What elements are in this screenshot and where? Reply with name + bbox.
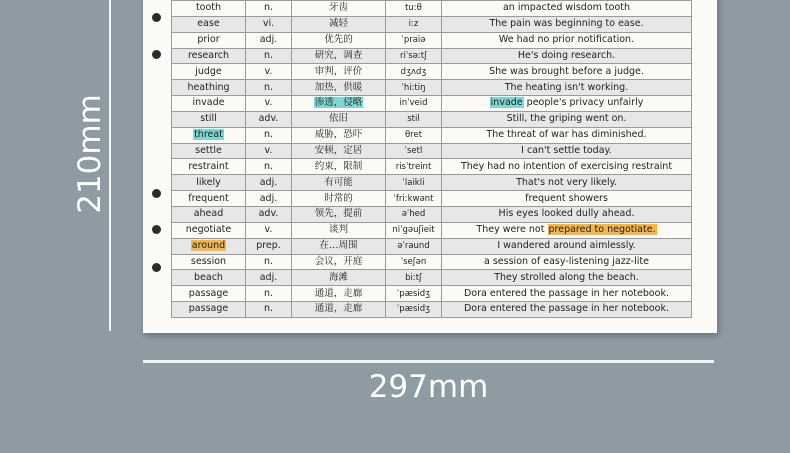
part-of-speech-text: v. [264, 97, 273, 109]
meaning-cell [292, 16, 386, 32]
word-cell [172, 238, 246, 254]
word-text: ahead [193, 208, 224, 220]
meaning-text: 威胁，恐吓 [314, 129, 363, 141]
phonetic-text: risˈtreint [395, 161, 432, 172]
part-of-speech-cell [246, 64, 292, 80]
example-text: a session of easy-listening jazz-lite [484, 255, 649, 267]
part-of-speech-text: adv. [258, 208, 279, 220]
word-cell [172, 159, 246, 175]
phonetic-text: ˈpraiə [401, 35, 426, 46]
word-text: passage [188, 287, 229, 299]
phonetic-cell [386, 32, 442, 48]
meaning-cell [292, 96, 386, 112]
meaning-cell [292, 302, 386, 318]
phonetic-cell [386, 302, 442, 318]
example-text: They were not [476, 224, 548, 236]
width-dimension-line [143, 360, 714, 363]
word-cell [172, 80, 246, 96]
table-row [172, 64, 692, 80]
example-text: an impacted wisdom tooth [502, 2, 631, 14]
phonetic-cell [386, 175, 442, 191]
example-text: They strolled along the beach. [494, 271, 639, 283]
meaning-text: 研究，调查 [314, 49, 363, 61]
word-highlight: threat [194, 129, 223, 141]
word-cell [172, 127, 246, 143]
phonetic-cell [386, 191, 442, 207]
part-of-speech-text: adv. [258, 113, 279, 125]
example-text: The heating isn't working. [504, 81, 629, 93]
vocabulary-sheet [143, 0, 717, 333]
table-row [172, 32, 692, 48]
example-cell [442, 32, 692, 48]
table-row [172, 222, 692, 238]
binder-hole [152, 225, 161, 234]
phonetic-text: ˈsetl [404, 146, 423, 157]
example-text: people's privacy unfairly [523, 97, 644, 109]
word-cell [172, 254, 246, 270]
example-text: That's not very likely. [516, 176, 617, 188]
part-of-speech-text: n. [263, 2, 274, 14]
table-row [172, 302, 692, 318]
example-text: The threat of war has diminished. [486, 129, 647, 141]
part-of-speech-cell [246, 238, 292, 254]
phonetic-cell [386, 1, 442, 17]
example-text: Dora entered the passage in her notebook. [463, 303, 670, 315]
meaning-text: 领先，提前 [314, 208, 363, 220]
example-cell [442, 222, 692, 238]
part-of-speech-cell [246, 1, 292, 17]
example-cell [442, 143, 692, 159]
word-cell [172, 64, 246, 80]
example-text: She was brought before a judge. [489, 65, 644, 77]
phonetic-cell [386, 80, 442, 96]
word-text: settle [195, 145, 222, 157]
example-text: He's doing research. [517, 49, 616, 61]
phonetic-text: inˈveid [399, 98, 428, 109]
example-cell [442, 48, 692, 64]
example-text: Still, the griping went on. [506, 113, 627, 125]
example-text: I can't settle today. [521, 145, 612, 157]
part-of-speech-text: adj. [259, 34, 278, 46]
example-cell [442, 80, 692, 96]
table-row [172, 48, 692, 64]
meaning-text: 加热，供暖 [314, 81, 363, 93]
word-text: heathing [187, 81, 230, 93]
binder-hole [152, 13, 161, 22]
word-cell [172, 191, 246, 207]
example-text: We had no prior notification. [498, 34, 635, 46]
binder-hole [152, 263, 161, 272]
binder-hole [152, 189, 161, 198]
meaning-text: 通道，走廊 [314, 303, 363, 315]
word-text: ease [197, 18, 220, 30]
phonetic-cell [386, 48, 442, 64]
meaning-cell [292, 206, 386, 222]
phonetic-cell [386, 143, 442, 159]
meaning-cell [292, 111, 386, 127]
binder-hole [152, 50, 161, 59]
phonetic-text: stil [407, 114, 420, 125]
word-cell [172, 16, 246, 32]
phonetic-cell [386, 254, 442, 270]
width-dimension-label: 297mm [368, 369, 489, 405]
table-row [172, 159, 692, 175]
word-text: judge [195, 65, 222, 77]
word-cell [172, 286, 246, 302]
phonetic-cell [386, 96, 442, 112]
part-of-speech-text: n. [263, 160, 274, 172]
phonetic-text: əˈraund [397, 241, 430, 252]
word-cell [172, 111, 246, 127]
part-of-speech-text: adj. [259, 271, 278, 283]
phonetic-text: ˈlaikli [402, 177, 425, 188]
example-cell [442, 254, 692, 270]
part-of-speech-text: v. [264, 65, 273, 77]
phonetic-cell [386, 127, 442, 143]
table-row [172, 80, 692, 96]
part-of-speech-cell [246, 16, 292, 32]
part-of-speech-cell [246, 111, 292, 127]
word-text: tooth [195, 2, 222, 14]
example-cell [442, 64, 692, 80]
meaning-cell [292, 48, 386, 64]
word-text: session [190, 255, 227, 267]
part-of-speech-text: n. [263, 49, 274, 61]
part-of-speech-cell [246, 302, 292, 318]
part-of-speech-cell [246, 143, 292, 159]
part-of-speech-cell [246, 175, 292, 191]
table-row [172, 254, 692, 270]
part-of-speech-text: n. [263, 129, 274, 141]
word-text: research [187, 49, 230, 61]
table-row [172, 1, 692, 17]
table-row [172, 16, 692, 32]
meaning-cell [292, 32, 386, 48]
part-of-speech-cell [246, 206, 292, 222]
example-cell [442, 206, 692, 222]
meaning-text: 通道，走廊 [314, 287, 363, 299]
phonetic-text: riˈsəːtʃ [400, 50, 427, 61]
word-cell [172, 48, 246, 64]
word-text: beach [194, 271, 223, 283]
example-cell [442, 111, 692, 127]
meaning-cell [292, 238, 386, 254]
table-row [172, 127, 692, 143]
meaning-cell [292, 1, 386, 17]
phonetic-text: θret [404, 130, 423, 141]
word-text: negotiate [185, 224, 232, 236]
part-of-speech-text: adj. [259, 176, 278, 188]
part-of-speech-cell [246, 222, 292, 238]
example-cell [442, 270, 692, 286]
part-of-speech-text: n. [263, 287, 274, 299]
part-of-speech-cell [246, 159, 292, 175]
meaning-cell [292, 80, 386, 96]
meaning-cell [292, 222, 386, 238]
phonetic-cell [386, 270, 442, 286]
word-cell [172, 143, 246, 159]
meaning-text: 时常的 [324, 192, 353, 204]
meaning-cell [292, 159, 386, 175]
meaning-text: 会议，开庭 [314, 255, 363, 267]
example-text: The pain was beginning to ease. [489, 18, 644, 30]
example-text: Dora entered the passage in her notebook. [463, 287, 670, 299]
word-text: frequent [188, 192, 229, 204]
phonetic-text: ˈhiːtiŋ [401, 82, 426, 93]
meaning-cell [292, 143, 386, 159]
part-of-speech-text: n. [263, 81, 274, 93]
example-text: They had no intention of exercising restraint [460, 160, 673, 172]
part-of-speech-cell [246, 191, 292, 207]
part-of-speech-text: v. [264, 224, 273, 236]
table-row [172, 286, 692, 302]
meaning-text: 审判，评价 [314, 65, 363, 77]
table-row [172, 206, 692, 222]
example-cell [442, 302, 692, 318]
word-text: still [200, 113, 217, 125]
meaning-text: 在…周围 [319, 240, 358, 252]
meaning-text: 安顿，定居 [314, 145, 363, 157]
table-row [172, 238, 692, 254]
meaning-cell [292, 286, 386, 302]
meaning-text: 依旧 [328, 113, 348, 125]
part-of-speech-cell [246, 96, 292, 112]
part-of-speech-text: v. [264, 145, 273, 157]
phonetic-text: tuːθ [405, 3, 422, 14]
example-text: frequent showers [525, 192, 608, 204]
phonetic-text: niˈgəuʃieit [392, 225, 435, 236]
example-cell [442, 159, 692, 175]
phonetic-cell [386, 286, 442, 302]
example-highlight: prepared to negotiate. [548, 224, 656, 236]
part-of-speech-text: n. [263, 255, 274, 267]
meaning-text: 优先的 [324, 34, 353, 46]
part-of-speech-text: vi. [262, 18, 275, 30]
part-of-speech-cell [246, 48, 292, 64]
meaning-cell [292, 191, 386, 207]
vocabulary-table [171, 0, 692, 318]
word-cell [172, 175, 246, 191]
example-cell [442, 238, 692, 254]
meaning-text: 有可能 [324, 176, 353, 188]
word-text: restraint [188, 160, 229, 172]
phonetic-text: dʒʌdʒ [400, 66, 427, 77]
phonetic-text: ˈpæsidʒ [396, 304, 431, 315]
part-of-speech-cell [246, 80, 292, 96]
table-row [172, 175, 692, 191]
phonetic-text: ˈpæsidʒ [396, 288, 431, 299]
example-cell [442, 175, 692, 191]
phonetic-text: ˈfriːkwənt [393, 193, 434, 204]
example-cell [442, 127, 692, 143]
meaning-text: 牙齿 [328, 2, 348, 14]
table-row [172, 143, 692, 159]
word-text: likely [196, 176, 221, 188]
word-cell [172, 270, 246, 286]
meaning-text: 谈判 [328, 224, 348, 236]
meaning-cell [292, 127, 386, 143]
table-row [172, 111, 692, 127]
meaning-cell [292, 175, 386, 191]
part-of-speech-text: n. [263, 303, 274, 315]
table-row [172, 96, 692, 112]
word-cell [172, 1, 246, 17]
part-of-speech-cell [246, 270, 292, 286]
meaning-text: 约束，限制 [314, 160, 363, 172]
word-cell [172, 96, 246, 112]
phonetic-text: ˈseʃən [400, 256, 427, 267]
meaning-cell [292, 64, 386, 80]
word-cell [172, 32, 246, 48]
example-cell [442, 191, 692, 207]
height-dimension-label: 210mm [72, 94, 108, 214]
meaning-cell [292, 270, 386, 286]
word-text: invade [192, 97, 225, 109]
example-cell [442, 16, 692, 32]
example-cell [442, 286, 692, 302]
meaning-text: 海滩 [328, 271, 348, 283]
phonetic-text: əˈhed [401, 209, 426, 220]
example-text: I wandered around aimlessly. [497, 240, 636, 252]
word-text: passage [188, 303, 229, 315]
part-of-speech-cell [246, 127, 292, 143]
phonetic-cell [386, 206, 442, 222]
part-of-speech-cell [246, 32, 292, 48]
part-of-speech-text: prep. [256, 240, 281, 252]
meaning-text: 减轻 [328, 18, 348, 30]
example-cell [442, 1, 692, 17]
word-highlight: around [191, 240, 226, 252]
phonetic-cell [386, 111, 442, 127]
phonetic-cell [386, 222, 442, 238]
phonetic-cell [386, 238, 442, 254]
example-cell [442, 96, 692, 112]
meaning-highlight: 渗透，侵略 [314, 97, 363, 109]
word-cell [172, 222, 246, 238]
phonetic-cell [386, 64, 442, 80]
phonetic-cell [386, 16, 442, 32]
table-row [172, 270, 692, 286]
example-text: His eyes looked dully ahead. [498, 208, 635, 220]
meaning-cell [292, 254, 386, 270]
word-text: prior [197, 34, 220, 46]
table-row [172, 191, 692, 207]
phonetic-cell [386, 159, 442, 175]
phonetic-text: iːz [408, 19, 419, 30]
word-cell [172, 302, 246, 318]
part-of-speech-cell [246, 286, 292, 302]
phonetic-text: biːtʃ [405, 272, 422, 283]
word-cell [172, 206, 246, 222]
part-of-speech-text: adj. [259, 192, 278, 204]
part-of-speech-cell [246, 254, 292, 270]
example-highlight: invade [490, 97, 523, 109]
